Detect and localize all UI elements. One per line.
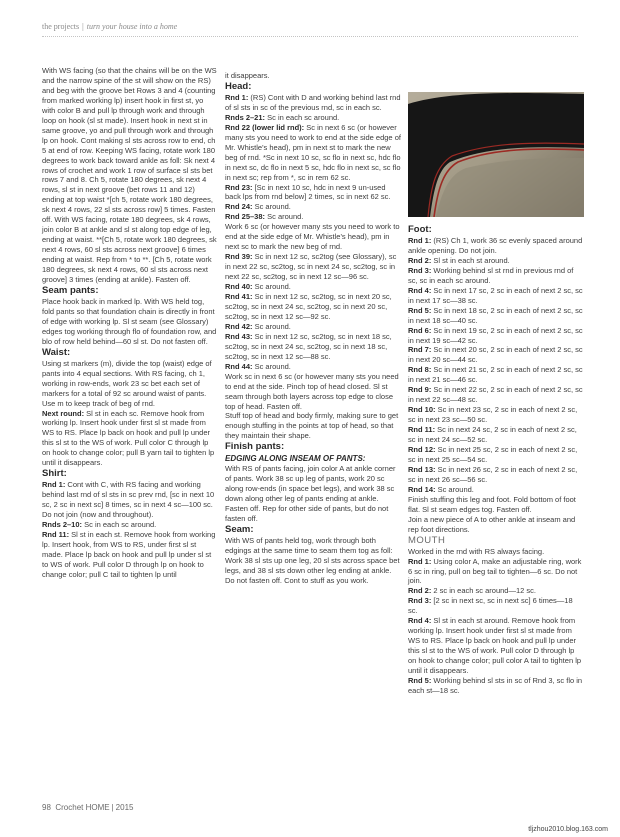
- instruction-text: Sc around.: [252, 202, 291, 212]
- instruction-text: Sc in next 19 sc, 2 sc in each of next 2 sc, sc in next 19 sc—42 sc.: [408, 325, 583, 345]
- instruction-paragraph: [42, 359, 218, 409]
- instruction-paragraph: [225, 183, 401, 203]
- round-label: Rnd 12:: [408, 445, 436, 455]
- section-heading: EDGING ALONG INSEAM OF PANTS:: [225, 454, 366, 464]
- instruction-text: (RS) Ch 1, work 36 sc evenly spaced around ankle opening. Do not join.: [408, 236, 583, 255]
- round-label: Rnd 10:: [408, 405, 436, 415]
- round-label: Rnd 6:: [408, 325, 432, 335]
- instruction-text: Sl st in each sc. Remove hook from working lp. Insert hook under first sl st made from WS to RS. Place lp back on hook and pull lp under this sl st to the WS of work. Pull color C through lp on hook to change color; pull B yarn tail to tighten lp until it disappears.: [42, 408, 215, 468]
- round-label: Rnd 8:: [408, 365, 432, 375]
- instruction-text: Sc in next 6 sc (or however many sts you need to work to end at the side edge of Mr. Whistle's head), pm in next st to mark the new beg of rnd. *Sc in next 10 sc, sc flo in next sc, hdc flo in next sc, dc flo in next 5 sc, hdc flo in next sc, sc flo in next sc; rep from *, sc in rem 62 sc.: [225, 122, 401, 182]
- round-label: Rnds 2–21:: [225, 112, 266, 122]
- magazine-name: Crochet HOME: [55, 803, 110, 812]
- round-label: Rnd 7:: [408, 345, 432, 355]
- round-label: Rnd 43:: [225, 331, 253, 341]
- instruction-paragraph: [408, 345, 584, 365]
- section-heading: Seam pants:: [42, 284, 99, 296]
- instruction-paragraph: [42, 480, 218, 520]
- instruction-paragraph: [225, 212, 401, 222]
- header-separator: |: [82, 22, 84, 31]
- instruction-text: Sc in next 12 sc, sc2tog, sc in next 18 sc, sc2tog, sc in next 24 sc, sc2tog, sc in next 18 sc, sc2tog, sc in next 12 sc—88 sc.: [225, 331, 392, 361]
- instruction-paragraph: [225, 202, 401, 212]
- page-number: 98: [42, 803, 51, 812]
- round-label: Rnds 2–10:: [42, 520, 83, 530]
- round-label: Rnd 44:: [225, 361, 253, 371]
- instruction-text: Work sc in next 6 sc (or however many sts you need to end at the side. Pinch top of head closed. Sl st seam through both layers across top edge to close top of head. Fasten off.: [225, 371, 399, 411]
- instruction-paragraph: [225, 464, 401, 524]
- instruction-text: Sc around.: [252, 361, 291, 371]
- instruction-paragraph: [42, 297, 218, 347]
- instruction-paragraph: [42, 530, 218, 580]
- round-label: Rnd 4:: [408, 616, 432, 626]
- header-dotted-rule: [42, 36, 578, 37]
- instruction-text: Sc around.: [265, 212, 304, 222]
- round-label: Rnd 22 (lower lid rnd):: [225, 122, 305, 132]
- instruction-paragraph: [408, 485, 584, 495]
- section-heading: Finish pants:: [225, 441, 285, 453]
- instruction-paragraph: [408, 495, 584, 515]
- instruction-text: Using st markers (m), divide the top (waist) edge of pants into 4 equal sections. With RS facing, ch 1, working in row-ends, work 23 sc bet each set of markers for a total of 92 sc around waist of pants. Use m to keep track of beg of rnd.: [42, 358, 212, 408]
- round-label: Rnd 2:: [408, 255, 432, 265]
- instruction-paragraph: [408, 385, 584, 405]
- round-label: Rnd 39:: [225, 252, 253, 262]
- instruction-paragraph: [225, 252, 401, 282]
- instruction-paragraph: [408, 616, 584, 676]
- instruction-text: Worked in the rnd with RS always facing.: [408, 546, 545, 556]
- round-label: Rnd 2:: [408, 586, 432, 596]
- instruction-text: Sc in next 23 sc, 2 sc in each of next 2 sc, sc in next 23 sc—50 sc.: [408, 405, 578, 425]
- instruction-text: Stuff top of head and body firmly, making sure to get enough stuffing in the points at top of head, so that they maintain their shape.: [225, 411, 399, 441]
- instruction-paragraph: [225, 113, 401, 123]
- instruction-text: Sc around.: [252, 321, 291, 331]
- round-label: Rnd 42:: [225, 321, 253, 331]
- instruction-paragraph: [225, 362, 401, 372]
- instruction-paragraph: [225, 536, 401, 586]
- round-label: Rnd 23:: [225, 182, 253, 192]
- round-label: Rnd 1:: [225, 92, 249, 102]
- instruction-paragraph: [408, 256, 584, 266]
- round-label: Next round:: [42, 408, 85, 418]
- instruction-text: Working behind sl sts in sc of Rnd 3, sc flo in each st—18 sc.: [408, 675, 583, 695]
- instruction-text: With WS of pants held tog, work through both edgings at the same time to seam them tog as foll: Work 38 sl sts up one leg, 20 sl sts across space bet legs, and 38 sl sts down other leg ending at ankle. Do not fasten off. Cont to stuff as you work.: [225, 536, 400, 585]
- instruction-text: Sc in next 12 sc, sc2tog, sc in next 20 sc, sc2tog, sc in next 24 sc, sc2tog, sc in next 20 sc, sc2tog, sc in next 12 sc—92 sc.: [225, 292, 392, 321]
- instruction-paragraph: [42, 409, 218, 469]
- instruction-paragraph: [225, 71, 401, 81]
- instruction-paragraph: [408, 286, 584, 306]
- section-heading: Shirt:: [42, 468, 67, 480]
- instruction-paragraph: [408, 306, 584, 326]
- instruction-paragraph: [225, 322, 401, 332]
- instruction-paragraph: [225, 282, 401, 292]
- instruction-paragraph: [42, 520, 218, 530]
- instruction-text: 2 sc in each sc around—12 sc.: [431, 586, 536, 596]
- instruction-text: Sl st in each st. Remove hook from working lp. Insert hook, from WS to RS, under first sl st made. Place lp back on hook and pull lp under sl st to WS of work. Pull color D through lp on hook to change color; pull C tail to tighten lp until: [42, 529, 216, 579]
- section-heading: MOUTH: [408, 534, 446, 546]
- issue-year: 2015: [115, 803, 134, 812]
- instruction-paragraph: [408, 266, 584, 286]
- instruction-text: Sc in next 26 sc, 2 sc in each of next 2 sc, sc in next 26 sc—56 sc.: [408, 464, 578, 484]
- section-heading: Foot:: [408, 224, 432, 235]
- instruction-text: Sc around.: [252, 282, 291, 292]
- instruction-text: Sc in next 12 sc, sc2tog (see Glossary), sc in next 22 sc, sc2tog, sc in next 24 sc, sc2tog, sc in next 22 sc, sc2tog, sc in next 12 sc—96 sc.: [225, 252, 397, 282]
- round-label: Rnd 3:: [408, 265, 432, 275]
- section-heading: Seam:: [225, 524, 254, 536]
- instruction-paragraph: [408, 557, 584, 587]
- page-header: [42, 22, 578, 36]
- instruction-text: Sl st in each st around.: [431, 255, 510, 265]
- round-label: Rnd 14:: [408, 484, 436, 494]
- round-label: Rnd 25–38:: [225, 212, 266, 222]
- column-1: [42, 66, 218, 580]
- instruction-paragraph: [225, 292, 401, 322]
- round-label: Rnd 3:: [408, 596, 432, 606]
- instruction-text: Sc in each sc around.: [82, 520, 157, 530]
- instruction-text: Sl st in each st around. Remove hook from working lp. Insert hook under first sl st made from WS to RS. Place lp back on hook and pull lp under this sl st to the WS of work. Pull color D through lp on hook to change color; pull color A tail to tighten lp until it disappears.: [408, 616, 582, 676]
- crocheted-doll-legs-photo: [408, 92, 584, 217]
- instruction-text: it disappears.: [225, 71, 270, 80]
- round-label: Rnd 40:: [225, 282, 253, 292]
- instruction-paragraph: [408, 515, 584, 535]
- page-footer: [42, 803, 133, 812]
- header-tagline: turn your house into a home: [86, 22, 178, 31]
- section-heading: Waist:: [42, 346, 71, 358]
- instruction-paragraph: [225, 123, 401, 183]
- instruction-text: Sc in each sc around.: [265, 112, 340, 122]
- instruction-paragraph: [408, 596, 584, 616]
- instruction-paragraph: [408, 547, 584, 557]
- column-2: [225, 71, 401, 586]
- instruction-paragraph: [225, 222, 401, 252]
- instruction-text: Join a new piece of A to other ankle at inseam and rep foot directions.: [408, 514, 576, 534]
- instruction-paragraph: [408, 465, 584, 485]
- round-label: Rnd 9:: [408, 385, 432, 395]
- footer-separator: |: [111, 803, 114, 812]
- instruction-text: Sc in next 24 sc, 2 sc in each of next 2 sc, sc in next 24 sc—52 sc.: [408, 425, 577, 445]
- instruction-text: Sc in next 25 sc, 2 sc in each of next 2 sc, sc in next 25 sc—54 sc.: [408, 445, 578, 464]
- round-label: Rnd 5:: [408, 305, 432, 315]
- round-label: Rnd 41:: [225, 292, 253, 302]
- round-label: Rnd 1:: [408, 236, 432, 245]
- instruction-paragraph: [408, 365, 584, 385]
- column-3: [408, 224, 584, 696]
- instruction-text: [Sc in next 10 sc, hdc in next 9 un-used back lps from rnd below] 2 times, sc in next 62 sc.: [225, 182, 391, 202]
- instruction-text: Sc around.: [435, 484, 474, 494]
- instruction-text: Work 6 sc (or however many sts you need to work to end at the side edge of Mr. Whistle's head), pm in next sc to mark the new beg of rnd.: [225, 222, 400, 252]
- instruction-paragraph: [408, 445, 584, 465]
- instruction-text: Sc in next 20 sc, 2 sc in each of next 2 sc, sc in next 20 sc—44 sc.: [408, 345, 583, 365]
- round-label: Rnd 24:: [225, 202, 253, 212]
- round-label: Rnd 11:: [42, 529, 70, 539]
- instruction-paragraph: [408, 676, 584, 696]
- instruction-text: Sc in next 17 sc, 2 sc in each of next 2 sc, sc in next 17 sc—38 sc.: [408, 285, 583, 305]
- section-label: the projects: [42, 22, 80, 31]
- instruction-paragraph: [408, 405, 584, 425]
- round-label: Rnd 4:: [408, 285, 432, 295]
- watermark-url: tljzhou2010.blog.163.com: [528, 826, 608, 833]
- instruction-paragraph: [42, 66, 218, 285]
- instruction-text: Sc in next 22 sc, 2 sc in each of next 2 sc, sc in next 22 sc—48 sc.: [408, 385, 583, 405]
- instruction-paragraph: [225, 411, 401, 441]
- round-label: Rnd 5:: [408, 675, 432, 685]
- instruction-text: Cont with C, with RS facing and working behind last rnd of sl sts in sc prev rnd, [sc in next 10 sc, 2 sc in next sc] 8 times, sc in next 4 sc—100 sc. Do not join (now and throughout).: [42, 480, 215, 520]
- instruction-text: Sc in next 21 sc, 2 sc in each of next 2 sc, sc in next 21 sc—46 sc.: [408, 365, 583, 385]
- instruction-text: Using color A, make an adjustable ring, work 6 sc in ring, pull on beg tail to tighten—6 sc. Do not join.: [408, 556, 582, 586]
- round-label: Rnd 1:: [42, 480, 66, 490]
- round-label: Rnd 1:: [408, 556, 432, 566]
- instruction-paragraph: [225, 93, 401, 113]
- instruction-text: Finish stuffing this leg and foot. Fold bottom of foot flat. Sl st seam edges tog. Fasten off.: [408, 494, 576, 514]
- section-heading: Head:: [225, 80, 252, 92]
- instruction-paragraph: [408, 236, 584, 256]
- instruction-text: Sc in next 18 sc, 2 sc in each of next 2 sc, sc in next 18 sc—40 sc.: [408, 305, 583, 325]
- round-label: Rnd 13:: [408, 464, 436, 474]
- instruction-text: (RS) Cont with D and working behind last rnd of sl sts in sc of the previous rnd, sc in each sc.: [225, 92, 401, 112]
- instruction-paragraph: [408, 425, 584, 445]
- instruction-text: [2 sc in next sc, sc in next sc] 6 times—18 sc.: [408, 596, 573, 616]
- instruction-paragraph: [225, 332, 401, 362]
- instruction-text: Place hook back in marked lp. With WS held tog, fold pants so that foundation chain is directly in front of edge with working lp. Sl st seam (see Glossary) edges tog working through flo of foundation row, and blo of row held behind—60 sl st. Do not fasten off.: [42, 296, 217, 346]
- photo-illustration: [408, 92, 584, 217]
- instruction-paragraph: [408, 586, 584, 596]
- instruction-paragraph: [408, 326, 584, 346]
- instruction-text: Working behind sl st rnd in previous rnd of sc, sc in each sc around.: [408, 265, 574, 285]
- instruction-text: With WS facing (so that the chains will be on the WS and the narrow spine of the st will show on the RS) and beg with the groove bet Rows 3 and 4 (counting from marked working lp) insert hook in first st, yo with color B and pull lp through work and through loop on hook (sl st made). Insert hook in next st in same groove, yo and pull through work and through lp on hook. Cont making sl sts across row to end, ch 5 at end of row. Keeping WS facing, rotate work 180 degrees to work back toward ankle as foll: Sk next 4 rows of crochet and work 1 row of surface sl sts bet rows 7 and 8. Ch 5, rotate 180 degrees, sk next 4 rows, sl st in next groove (bet rows 11 and 12) ending at top waist *[ch 5, rotate work 180 degrees, sk next 4 rows, 22 sl sts across row] 5 times. Fasten off. With WS facing, rotate 180 degrees, sk 4 rows, join color B at ankle and sl st along top edge of leg, ending at waist. **[Ch 5, rotate work 180 degrees, sk next 4 rows, 60 sl sts across next groove] 6 times ending at waist. Rep from * to **. [Ch 5, rotate work 180 degrees, sk next 4 rows, 60 sl sts across next groove] 3 times (ending at ankle). Fasten off.: [42, 66, 217, 285]
- instruction-text: With RS of pants facing, join color A at ankle corner of pants. Work 38 sc up leg of pants, work 20 sc along row-ends (in space bet legs), and work 38 sc down along other leg of pants ending at ankle. Fasten off. Rep for other side of pants, but do not fasten off.: [225, 464, 396, 524]
- round-label: Rnd 11:: [408, 425, 436, 435]
- instruction-paragraph: [225, 372, 401, 412]
